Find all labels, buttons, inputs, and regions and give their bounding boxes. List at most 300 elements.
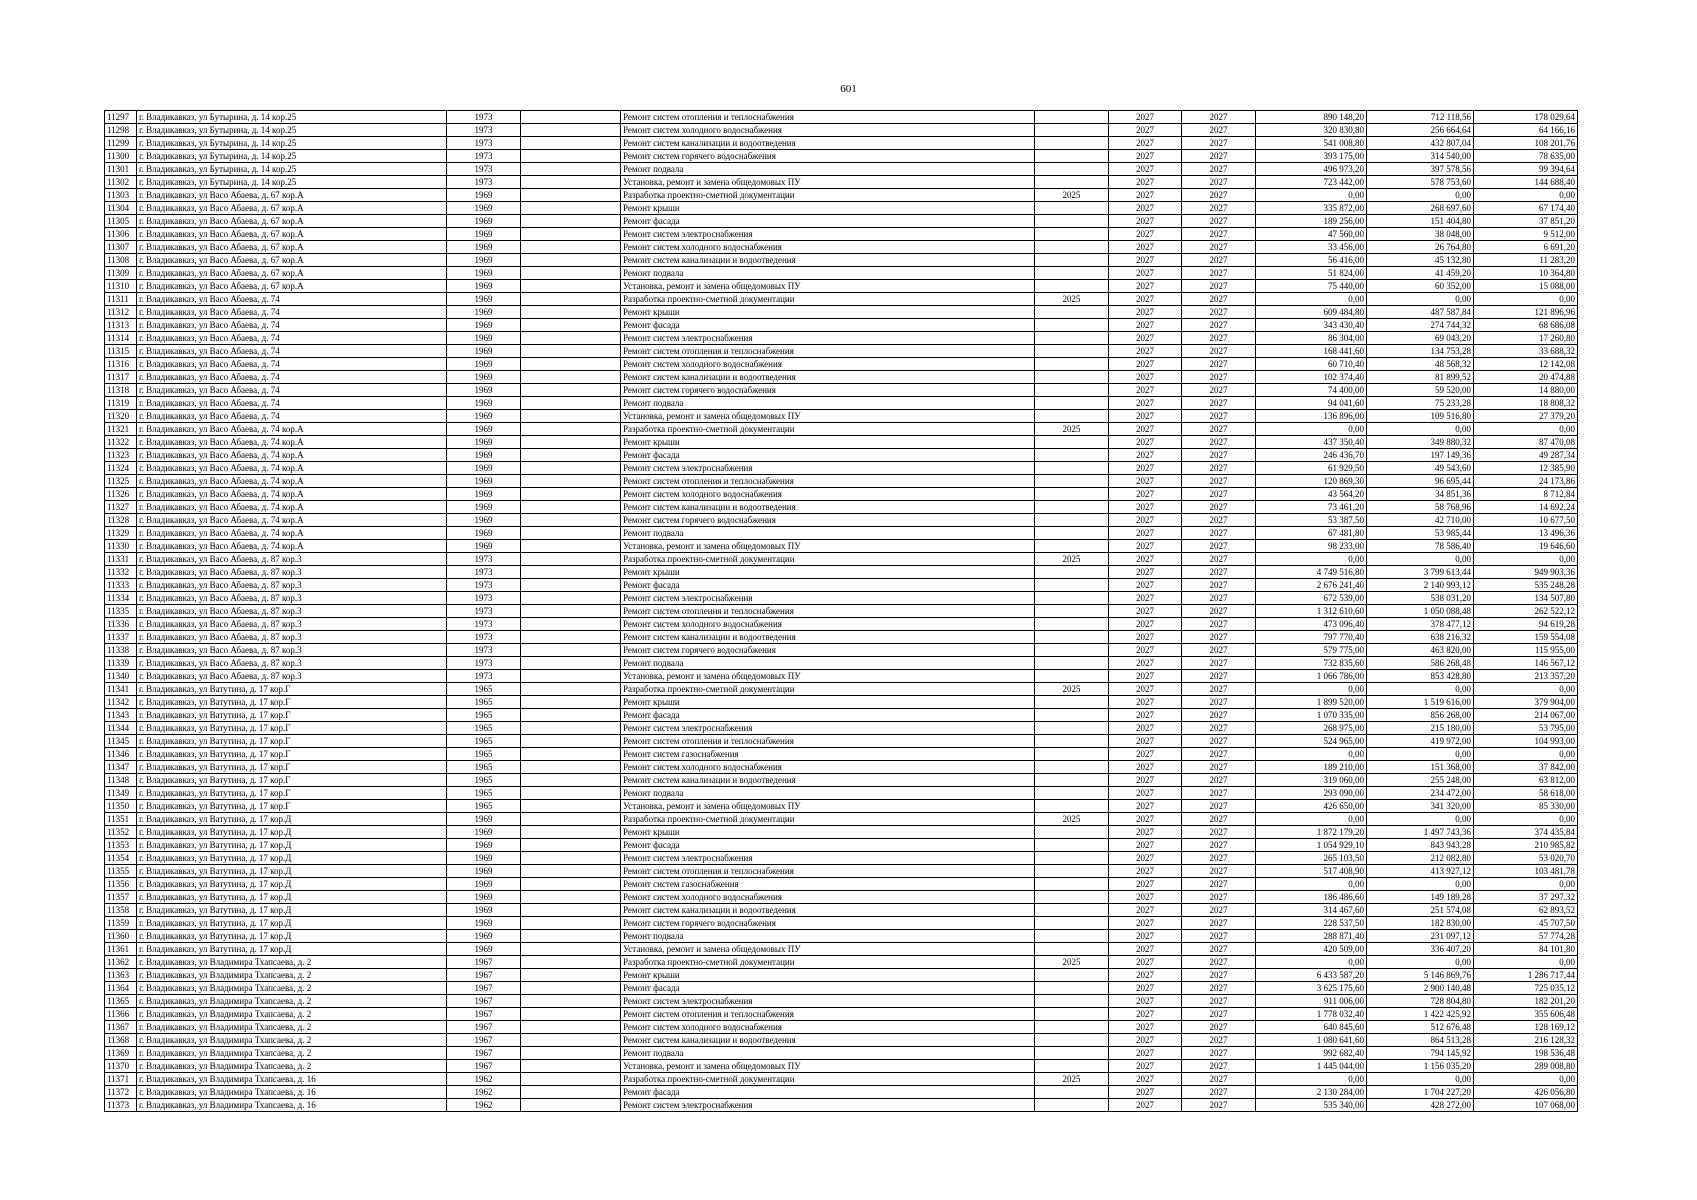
start-year-cell: 2027 [1109, 956, 1182, 969]
row-number: 11304 [105, 202, 137, 215]
start-year-cell: 2027 [1109, 254, 1182, 267]
row-number: 11373 [105, 1099, 137, 1112]
build-year-cell: 1962 [447, 1086, 521, 1099]
owner-share-cell: 78 635,00 [1474, 150, 1578, 163]
table-row [105, 176, 1578, 189]
address-cell: г. Владикавказ, ул Ватутина, д. 17 кор.Д [137, 917, 447, 930]
end-year-cell: 2027 [1182, 423, 1256, 436]
design-year-cell [1035, 397, 1109, 410]
build-year-cell: 1969 [447, 865, 521, 878]
total-cost-cell: 524 965,00 [1256, 735, 1367, 748]
start-year-cell: 2027 [1109, 774, 1182, 787]
address-cell: г. Владикавказ, ул Васо Абаева, д. 74 кор.А [137, 527, 447, 540]
design-year-cell [1035, 1034, 1109, 1047]
total-cost-cell: 0,00 [1256, 878, 1367, 891]
address-cell: г. Владикавказ, ул Васо Абаева, д. 74 [137, 371, 447, 384]
table-row [105, 709, 1578, 722]
design-year-cell [1035, 176, 1109, 189]
end-year-cell: 2027 [1182, 852, 1256, 865]
work-type-cell: Разработка проектно-сметной документации [621, 189, 1035, 202]
design-year-cell [1035, 865, 1109, 878]
start-year-cell: 2027 [1109, 462, 1182, 475]
extra-cell [521, 514, 621, 527]
extra-cell [521, 800, 621, 813]
address-cell: г. Владикавказ, ул Васо Абаева, д. 74 кор.А [137, 436, 447, 449]
owner-share-cell: 121 896,96 [1474, 306, 1578, 319]
fund-share-cell: 69 043,20 [1367, 332, 1474, 345]
row-number: 11370 [105, 1060, 137, 1073]
address-cell: г. Владикавказ, ул Бутырина, д. 14 кор.25 [137, 176, 447, 189]
total-cost-cell: 186 486,60 [1256, 891, 1367, 904]
extra-cell [521, 436, 621, 449]
table-row [105, 618, 1578, 631]
total-cost-cell: 60 710,40 [1256, 358, 1367, 371]
end-year-cell: 2027 [1182, 813, 1256, 826]
table-row [105, 475, 1578, 488]
build-year-cell: 1973 [447, 124, 521, 137]
design-year-cell [1035, 1086, 1109, 1099]
address-cell: г. Владикавказ, ул Владимира Тхапсаева, д. 2 [137, 1008, 447, 1021]
start-year-cell: 2027 [1109, 1021, 1182, 1034]
address-cell: г. Владикавказ, ул Ватутина, д. 17 кор.Г [137, 748, 447, 761]
table-row [105, 332, 1578, 345]
design-year-cell [1035, 631, 1109, 644]
extra-cell [521, 683, 621, 696]
table-row [105, 696, 1578, 709]
extra-cell [521, 319, 621, 332]
extra-cell [521, 956, 621, 969]
fund-share-cell: 2 900 140,48 [1367, 982, 1474, 995]
build-year-cell: 1973 [447, 137, 521, 150]
table-row [105, 813, 1578, 826]
row-number: 11353 [105, 839, 137, 852]
fund-share-cell: 3 799 613,44 [1367, 566, 1474, 579]
fund-share-cell: 336 407,20 [1367, 943, 1474, 956]
row-number: 11369 [105, 1047, 137, 1060]
address-cell: г. Владикавказ, ул Васо Абаева, д. 87 кор.3 [137, 579, 447, 592]
end-year-cell: 2027 [1182, 540, 1256, 553]
start-year-cell: 2027 [1109, 423, 1182, 436]
start-year-cell: 2027 [1109, 449, 1182, 462]
build-year-cell: 1969 [447, 488, 521, 501]
start-year-cell: 2027 [1109, 761, 1182, 774]
design-year-cell [1035, 735, 1109, 748]
extra-cell [521, 605, 621, 618]
row-number: 11343 [105, 709, 137, 722]
start-year-cell: 2027 [1109, 592, 1182, 605]
design-year-cell [1035, 995, 1109, 1008]
fund-share-cell: 134 753,28 [1367, 345, 1474, 358]
total-cost-cell: 0,00 [1256, 189, 1367, 202]
row-number: 11366 [105, 1008, 137, 1021]
design-year-cell [1035, 501, 1109, 514]
address-cell: г. Владикавказ, ул Владимира Тхапсаева, д. 2 [137, 1021, 447, 1034]
address-cell: г. Владикавказ, ул Васо Абаева, д. 67 кор.А [137, 215, 447, 228]
address-cell: г. Владикавказ, ул Владимира Тхапсаева, д. 2 [137, 995, 447, 1008]
end-year-cell: 2027 [1182, 579, 1256, 592]
design-year-cell [1035, 254, 1109, 267]
work-type-cell: Ремонт систем электроснабжения [621, 1099, 1035, 1112]
row-number: 11340 [105, 670, 137, 683]
end-year-cell: 2027 [1182, 475, 1256, 488]
address-cell: г. Владикавказ, ул Владимира Тхапсаева, д. 2 [137, 982, 447, 995]
table-row [105, 1047, 1578, 1060]
extra-cell [521, 826, 621, 839]
address-cell: г. Владикавказ, ул Ватутина, д. 17 кор.Г [137, 774, 447, 787]
work-type-cell: Установка, ремонт и замена общедомовых ПУ [621, 176, 1035, 189]
work-type-cell: Ремонт фасада [621, 215, 1035, 228]
total-cost-cell: 1 899 520,00 [1256, 696, 1367, 709]
fund-share-cell: 1 497 743,36 [1367, 826, 1474, 839]
extra-cell [521, 267, 621, 280]
address-cell: г. Владикавказ, ул Ватутина, д. 17 кор.Д [137, 904, 447, 917]
row-number: 11332 [105, 566, 137, 579]
work-type-cell: Ремонт систем горячего водоснабжения [621, 150, 1035, 163]
build-year-cell: 1973 [447, 670, 521, 683]
start-year-cell: 2027 [1109, 137, 1182, 150]
design-year-cell [1035, 904, 1109, 917]
build-year-cell: 1969 [447, 267, 521, 280]
extra-cell [521, 813, 621, 826]
owner-share-cell: 355 606,48 [1474, 1008, 1578, 1021]
build-year-cell: 1969 [447, 384, 521, 397]
fund-share-cell: 256 664,64 [1367, 124, 1474, 137]
extra-cell [521, 709, 621, 722]
table-row [105, 436, 1578, 449]
row-number: 11307 [105, 241, 137, 254]
work-type-cell: Установка, ремонт и замена общедомовых ПУ [621, 670, 1035, 683]
total-cost-cell: 189 210,00 [1256, 761, 1367, 774]
start-year-cell: 2027 [1109, 475, 1182, 488]
table-row [105, 878, 1578, 891]
build-year-cell: 1965 [447, 774, 521, 787]
start-year-cell: 2027 [1109, 436, 1182, 449]
start-year-cell: 2027 [1109, 579, 1182, 592]
owner-share-cell: 107 068,00 [1474, 1099, 1578, 1112]
row-number: 11299 [105, 137, 137, 150]
owner-share-cell: 58 618,00 [1474, 787, 1578, 800]
row-number: 11317 [105, 371, 137, 384]
fund-share-cell: 512 676,48 [1367, 1021, 1474, 1034]
total-cost-cell: 535 340,00 [1256, 1099, 1367, 1112]
owner-share-cell: 0,00 [1474, 293, 1578, 306]
start-year-cell: 2027 [1109, 670, 1182, 683]
table-row [105, 1060, 1578, 1073]
extra-cell [521, 423, 621, 436]
fund-share-cell: 586 268,48 [1367, 657, 1474, 670]
work-type-cell: Ремонт систем холодного водоснабжения [621, 488, 1035, 501]
build-year-cell: 1969 [447, 319, 521, 332]
end-year-cell: 2027 [1182, 683, 1256, 696]
owner-share-cell: 14 692,24 [1474, 501, 1578, 514]
design-year-cell [1035, 371, 1109, 384]
end-year-cell: 2027 [1182, 527, 1256, 540]
total-cost-cell: 2 130 284,00 [1256, 1086, 1367, 1099]
total-cost-cell: 473 096,40 [1256, 618, 1367, 631]
extra-cell [521, 371, 621, 384]
fund-share-cell: 0,00 [1367, 293, 1474, 306]
fund-share-cell: 151 404,80 [1367, 215, 1474, 228]
work-type-cell: Ремонт систем канализации и водоотведения [621, 137, 1035, 150]
build-year-cell: 1969 [447, 436, 521, 449]
fund-share-cell: 274 744,32 [1367, 319, 1474, 332]
owner-share-cell: 144 688,40 [1474, 176, 1578, 189]
extra-cell [521, 488, 621, 501]
owner-share-cell: 0,00 [1474, 1073, 1578, 1086]
design-year-cell [1035, 241, 1109, 254]
work-type-cell: Ремонт систем газоснабжения [621, 878, 1035, 891]
design-year-cell [1035, 449, 1109, 462]
fund-share-cell: 38 048,00 [1367, 228, 1474, 241]
work-type-cell: Ремонт фасада [621, 449, 1035, 462]
design-year-cell [1035, 982, 1109, 995]
total-cost-cell: 4 749 516,80 [1256, 566, 1367, 579]
build-year-cell: 1969 [447, 397, 521, 410]
end-year-cell: 2027 [1182, 462, 1256, 475]
row-number: 11322 [105, 436, 137, 449]
build-year-cell: 1969 [447, 826, 521, 839]
end-year-cell: 2027 [1182, 306, 1256, 319]
end-year-cell: 2027 [1182, 150, 1256, 163]
design-year-cell: 2025 [1035, 189, 1109, 202]
row-number: 11315 [105, 345, 137, 358]
build-year-cell: 1969 [447, 215, 521, 228]
design-year-cell [1035, 787, 1109, 800]
fund-share-cell: 60 352,00 [1367, 280, 1474, 293]
end-year-cell: 2027 [1182, 644, 1256, 657]
owner-share-cell: 64 166,16 [1474, 124, 1578, 137]
row-number: 11314 [105, 332, 137, 345]
design-year-cell [1035, 709, 1109, 722]
build-year-cell: 1967 [447, 1034, 521, 1047]
end-year-cell: 2027 [1182, 241, 1256, 254]
build-year-cell: 1967 [447, 1008, 521, 1021]
fund-share-cell: 428 272,00 [1367, 1099, 1474, 1112]
total-cost-cell: 1 312 610,60 [1256, 605, 1367, 618]
owner-share-cell: 0,00 [1474, 748, 1578, 761]
address-cell: г. Владикавказ, ул Владимира Тхапсаева, д. 16 [137, 1086, 447, 1099]
table-row [105, 111, 1578, 124]
design-year-cell [1035, 436, 1109, 449]
fund-share-cell: 0,00 [1367, 748, 1474, 761]
build-year-cell: 1962 [447, 1099, 521, 1112]
fund-share-cell: 151 368,00 [1367, 761, 1474, 774]
row-number: 11350 [105, 800, 137, 813]
fund-share-cell: 255 248,00 [1367, 774, 1474, 787]
end-year-cell: 2027 [1182, 774, 1256, 787]
extra-cell [521, 969, 621, 982]
end-year-cell: 2027 [1182, 1034, 1256, 1047]
start-year-cell: 2027 [1109, 878, 1182, 891]
fund-share-cell: 48 568,32 [1367, 358, 1474, 371]
work-type-cell: Ремонт систем холодного водоснабжения [621, 1021, 1035, 1034]
build-year-cell: 1969 [447, 917, 521, 930]
total-cost-cell: 1 054 929,10 [1256, 839, 1367, 852]
end-year-cell: 2027 [1182, 956, 1256, 969]
design-year-cell [1035, 267, 1109, 280]
row-number: 11363 [105, 969, 137, 982]
row-number: 11358 [105, 904, 137, 917]
address-cell: г. Владикавказ, ул Васо Абаева, д. 74 [137, 332, 447, 345]
design-year-cell [1035, 306, 1109, 319]
end-year-cell: 2027 [1182, 1073, 1256, 1086]
build-year-cell: 1965 [447, 683, 521, 696]
owner-share-cell: 182 201,20 [1474, 995, 1578, 1008]
row-number: 11300 [105, 150, 137, 163]
design-year-cell [1035, 345, 1109, 358]
build-year-cell: 1973 [447, 657, 521, 670]
build-year-cell: 1969 [447, 839, 521, 852]
table-row [105, 748, 1578, 761]
row-number: 11341 [105, 683, 137, 696]
start-year-cell: 2027 [1109, 267, 1182, 280]
owner-share-cell: 37 297,32 [1474, 891, 1578, 904]
extra-cell [521, 722, 621, 735]
row-number: 11360 [105, 930, 137, 943]
end-year-cell: 2027 [1182, 1047, 1256, 1060]
start-year-cell: 2027 [1109, 319, 1182, 332]
build-year-cell: 1969 [447, 345, 521, 358]
row-number: 11301 [105, 163, 137, 176]
total-cost-cell: 0,00 [1256, 1073, 1367, 1086]
address-cell: г. Владикавказ, ул Владимира Тхапсаева, д. 16 [137, 1099, 447, 1112]
end-year-cell: 2027 [1182, 1021, 1256, 1034]
extra-cell [521, 332, 621, 345]
table-row [105, 566, 1578, 579]
table-row [105, 683, 1578, 696]
total-cost-cell: 228 537,50 [1256, 917, 1367, 930]
total-cost-cell: 1 070 335,00 [1256, 709, 1367, 722]
extra-cell [521, 462, 621, 475]
start-year-cell: 2027 [1109, 943, 1182, 956]
build-year-cell: 1969 [447, 280, 521, 293]
row-number: 11324 [105, 462, 137, 475]
extra-cell [521, 384, 621, 397]
end-year-cell: 2027 [1182, 670, 1256, 683]
fund-share-cell: 231 097,12 [1367, 930, 1474, 943]
design-year-cell [1035, 527, 1109, 540]
work-type-cell: Ремонт фасада [621, 839, 1035, 852]
fund-share-cell: 314 540,00 [1367, 150, 1474, 163]
end-year-cell: 2027 [1182, 839, 1256, 852]
build-year-cell: 1973 [447, 644, 521, 657]
extra-cell [521, 1034, 621, 1047]
total-cost-cell: 98 233,00 [1256, 540, 1367, 553]
address-cell: г. Владикавказ, ул Васо Абаева, д. 67 кор.А [137, 189, 447, 202]
owner-share-cell: 13 496,36 [1474, 527, 1578, 540]
address-cell: г. Владикавказ, ул Васо Абаева, д. 87 кор.3 [137, 631, 447, 644]
start-year-cell: 2027 [1109, 228, 1182, 241]
owner-share-cell: 0,00 [1474, 956, 1578, 969]
work-type-cell: Ремонт систем холодного водоснабжения [621, 891, 1035, 904]
extra-cell [521, 358, 621, 371]
start-year-cell: 2027 [1109, 1047, 1182, 1060]
extra-cell [521, 670, 621, 683]
total-cost-cell: 992 682,40 [1256, 1047, 1367, 1060]
fund-share-cell: 0,00 [1367, 878, 1474, 891]
row-number: 11344 [105, 722, 137, 735]
fund-share-cell: 234 472,00 [1367, 787, 1474, 800]
row-number: 11361 [105, 943, 137, 956]
fund-share-cell: 251 574,08 [1367, 904, 1474, 917]
fund-share-cell: 215 180,00 [1367, 722, 1474, 735]
total-cost-cell: 43 564,20 [1256, 488, 1367, 501]
owner-share-cell: 178 029,64 [1474, 111, 1578, 124]
owner-share-cell: 725 035,12 [1474, 982, 1578, 995]
design-year-cell [1035, 215, 1109, 228]
start-year-cell: 2027 [1109, 410, 1182, 423]
row-number: 11331 [105, 553, 137, 566]
fund-share-cell: 397 578,56 [1367, 163, 1474, 176]
work-type-cell: Ремонт систем канализации и водоотведения [621, 501, 1035, 514]
owner-share-cell: 289 008,80 [1474, 1060, 1578, 1073]
owner-share-cell: 49 287,34 [1474, 449, 1578, 462]
extra-cell [521, 865, 621, 878]
total-cost-cell: 420 509,00 [1256, 943, 1367, 956]
total-cost-cell: 314 467,60 [1256, 904, 1367, 917]
address-cell: г. Владикавказ, ул Васо Абаева, д. 67 кор.А [137, 280, 447, 293]
build-year-cell: 1965 [447, 709, 521, 722]
work-type-cell: Ремонт крыши [621, 826, 1035, 839]
build-year-cell: 1967 [447, 1060, 521, 1073]
work-type-cell: Ремонт фасада [621, 1086, 1035, 1099]
build-year-cell: 1967 [447, 1021, 521, 1034]
work-type-cell: Ремонт фасада [621, 982, 1035, 995]
table-row [105, 189, 1578, 202]
address-cell: г. Владикавказ, ул Васо Абаева, д. 87 кор.3 [137, 670, 447, 683]
owner-share-cell: 9 512,00 [1474, 228, 1578, 241]
work-type-cell: Ремонт систем отопления и теплоснабжения [621, 475, 1035, 488]
address-cell: г. Владикавказ, ул Васо Абаева, д. 74 кор.А [137, 540, 447, 553]
work-type-cell: Ремонт систем отопления и теплоснабжения [621, 605, 1035, 618]
start-year-cell: 2027 [1109, 345, 1182, 358]
address-cell: г. Владикавказ, ул Васо Абаева, д. 74 [137, 384, 447, 397]
row-number: 11321 [105, 423, 137, 436]
address-cell: г. Владикавказ, ул Васо Абаева, д. 87 кор.3 [137, 657, 447, 670]
owner-share-cell: 12 385,90 [1474, 462, 1578, 475]
address-cell: г. Владикавказ, ул Владимира Тхапсаева, д. 2 [137, 1034, 447, 1047]
design-year-cell: 2025 [1035, 813, 1109, 826]
owner-share-cell: 108 201,76 [1474, 137, 1578, 150]
row-number: 11339 [105, 657, 137, 670]
start-year-cell: 2027 [1109, 280, 1182, 293]
extra-cell [521, 930, 621, 943]
work-type-cell: Разработка проектно-сметной документации [621, 553, 1035, 566]
table-row [105, 267, 1578, 280]
design-year-cell [1035, 592, 1109, 605]
table-row [105, 995, 1578, 1008]
end-year-cell: 2027 [1182, 631, 1256, 644]
total-cost-cell: 1 872 179,20 [1256, 826, 1367, 839]
work-type-cell: Ремонт систем газоснабжения [621, 748, 1035, 761]
owner-share-cell: 6 691,20 [1474, 241, 1578, 254]
work-type-cell: Ремонт крыши [621, 436, 1035, 449]
fund-share-cell: 728 804,80 [1367, 995, 1474, 1008]
table-row [105, 280, 1578, 293]
design-year-cell [1035, 228, 1109, 241]
owner-share-cell: 134 507,80 [1474, 592, 1578, 605]
build-year-cell: 1973 [447, 176, 521, 189]
fund-share-cell: 45 132,80 [1367, 254, 1474, 267]
work-type-cell: Ремонт систем электроснабжения [621, 228, 1035, 241]
extra-cell [521, 1099, 621, 1112]
end-year-cell: 2027 [1182, 1060, 1256, 1073]
end-year-cell: 2027 [1182, 293, 1256, 306]
row-number: 11323 [105, 449, 137, 462]
table-row [105, 202, 1578, 215]
extra-cell [521, 280, 621, 293]
start-year-cell: 2027 [1109, 124, 1182, 137]
